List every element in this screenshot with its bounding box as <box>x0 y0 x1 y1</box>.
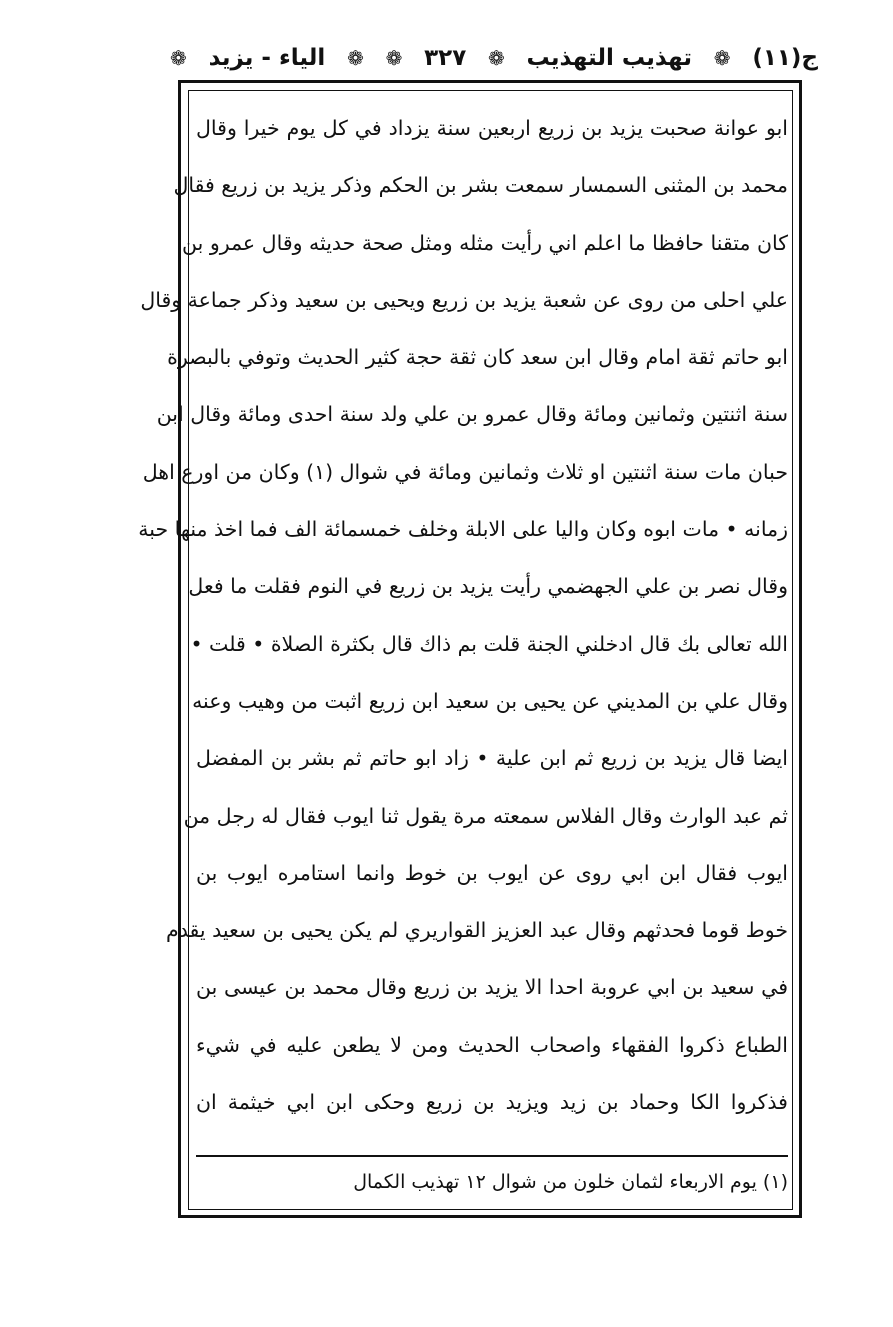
ornament-icon: ❁ <box>488 46 505 70</box>
text-line: ابو حاتم ثقة امام وقال ابن سعد كان ثقة حجة كثير الحديث وتوفي بالبصرة <box>167 345 788 370</box>
text-line: سنة اثنتين وثمانين ومائة وقال عمرو بن علي ولد سنة احدى ومائة وقال ابن <box>156 402 788 427</box>
text-line: ايضا قال يزيد بن زريع ثم ابن علية • زاد ابو حاتم ثم بشر بن المفضل <box>196 746 788 771</box>
text-line: حبان مات سنة اثنتين او ثلاث وثمانين ومائة في شوال (١) وكان من اورع اهل <box>142 459 788 484</box>
page-number: ٣٢٧ <box>424 45 467 71</box>
text-line: في سعيد بن ابي عروبة احدا الا يزيد بن زريع وقال محمد بن عيسى بن <box>196 975 788 1000</box>
text-line: وقال نصر بن علي الجهضمي رأيت يزيد بن زريع في النوم فقلت ما فعل <box>188 574 788 599</box>
text-line: الله تعالى بك قال ادخلني الجنة قلت بم ذاك قال بكثرة الصلاة • قلت • <box>190 631 788 656</box>
text-line: زمانه • مات ابوه وكان واليا على الابلة وخلف خمسمائة الف فما اخذ منها حبة <box>138 517 788 542</box>
text-line: الطباع ذكروا الفقهاء واصحاب الحديث ومن لا يطعن عليه في شيء <box>196 1032 788 1057</box>
text-line: كان متقنا حافظا ما اعلم اني رأيت مثله ومثل صحة حديثه وقال عمرو بن <box>182 230 788 255</box>
text-line: ثم عبد الوارث وقال الفلاس سمعته مرة يقول ثنا ايوب فقال له رجل من <box>183 803 788 828</box>
text-line: خوط قوما فحدثهم وقال عبد العزيز القواريري لم يكن يحيى بن سعيد يقدم <box>166 918 788 943</box>
text-line: فذكروا الكا وحماد بن زيد ويزيد بن زريع وحكى ابن ابي خيثمة ان <box>196 1090 788 1115</box>
text-line: وقال علي بن المديني عن يحيى بن سعيد ابن زريع اثبت من وهيب وعنه <box>192 688 788 713</box>
volume-label: ج(١١) <box>752 45 818 71</box>
footnote: (١) يوم الاربعاء لثمان خلون من شوال ١٢ تهذيب الكمال <box>353 1171 788 1193</box>
footnote-divider <box>196 1155 788 1157</box>
ornament-icon: ❁ <box>347 46 364 70</box>
text-line: علي احلى من روى عن شعبة يزيد بن زريع ويحيى بن سعيد وذكر جماعة وقال <box>140 287 788 312</box>
ornament-icon: ❁ <box>385 46 403 70</box>
text-line: ايوب فقال ابن ابي روى عن ايوب بن خوط وانما استامره ايوب بن <box>196 860 788 885</box>
main-text <box>138 100 788 1131</box>
text-line: ابو عوانة صحبت يزيد بن زريع اربعين سنة يزداد في كل يوم خيرا وقال <box>196 116 788 140</box>
book-title: تهذيب التهذيب <box>526 45 693 71</box>
section-title: الياء - يزيد <box>208 45 326 71</box>
text-line: محمد بن المثنى السمسار سمعت بشر بن الحكم وذكر يزيد بن زريع فقال <box>173 173 788 198</box>
ornament-icon: ❁ <box>713 46 731 70</box>
running-header <box>170 38 818 78</box>
ornament-icon: ❁ <box>170 46 187 70</box>
